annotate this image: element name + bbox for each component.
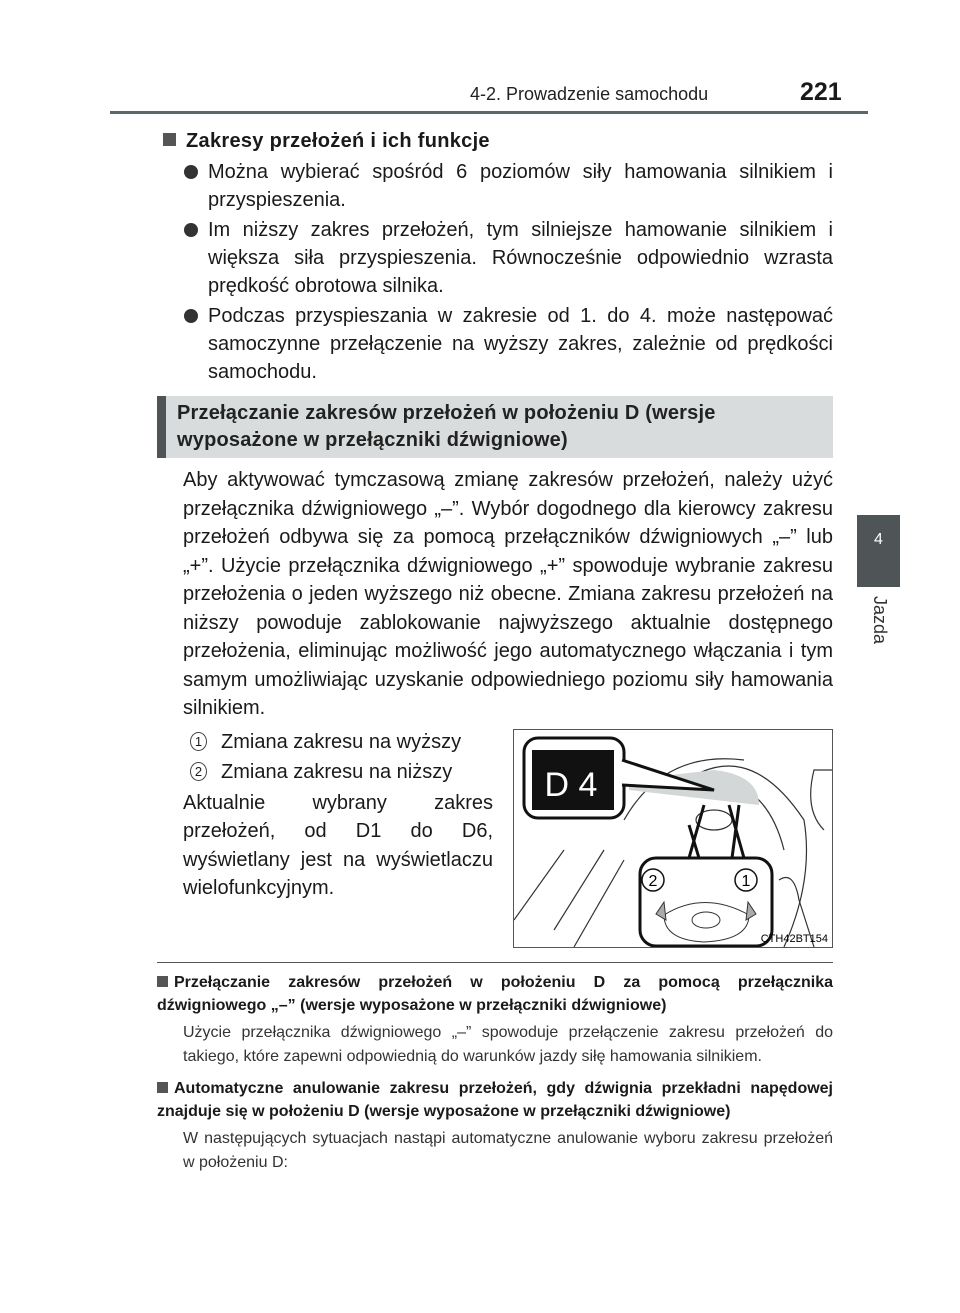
section-title-box [157, 396, 833, 458]
bullet-dot-icon [184, 223, 198, 237]
legend-label: Zmiana zakresu na wyższy [221, 730, 462, 753]
section-divider [157, 962, 833, 963]
callout-number-2: 2 [648, 872, 658, 890]
bullet-text: Można wybierać spośród 6 poziomów siły hamowania silnikiem i przyspieszenia. [208, 161, 833, 211]
bullet-dot-icon [184, 165, 198, 179]
bullet-dot-icon [184, 309, 198, 323]
bullet-text: Im niższy zakres przełożeń, tym silniejsze hamowanie silnikiem i większa siła przyspieszenia. Równocześnie odpowiednio wzrasta prędkość obrotowa silnika. [208, 219, 833, 297]
number-badge: 2 [190, 762, 207, 781]
figure-code: CTH42BT154 [760, 932, 828, 945]
bullet-item [208, 216, 833, 300]
section-title: Przełączanie zakresów przełożeń w położeniu D (wersje wyposażone w przełączniki dźwigniowe) [177, 402, 716, 451]
heading-text: Zakresy przełożeń i ich funkcje [186, 130, 490, 152]
note-text: Użycie przełącznika dźwigniowego „–” spowoduje przełączenie zakresu przełożeń do takiego, które zapewni odpowiednią do warunków jazdy siłę hamowania silnikiem. [183, 1023, 833, 1065]
legend-item [190, 727, 493, 757]
note-text: W następujących sytuacjach nastąpi automatyczne anulowanie wyboru zakresu przełożeń w położeniu D: [183, 1129, 833, 1171]
chapter-tab: 4 [857, 515, 900, 587]
section-heading [163, 128, 833, 154]
gear-display-text: D 4 [544, 765, 598, 804]
legend-item [190, 757, 493, 787]
steering-wheel-illustration [513, 729, 833, 948]
bullet-text: Podczas przyspieszania w zakresie od 1. do 4. może następować samoczynne przełączenie na wyższy zakres, zależnie od prędkości samochodu. [208, 305, 833, 383]
number-badge: 1 [190, 732, 207, 751]
note-heading [157, 971, 833, 1017]
square-bullet-icon [157, 976, 168, 987]
square-bullet-icon [157, 1082, 168, 1093]
body-paragraph: Aby aktywować tymczasową zmianę zakresów przełożeń, należy użyć przełącznika dźwigniowego „–”. Wybór dogodnego dla kierowcy zakresu przełożeń odbywa się za pomocą przełączników dźwigniowych „–” lub „+”. Użycie przełącznika dźwigniowego „+” spowoduje wybranie zakresu przełożenia o jeden wyższego niż obecne. Zmiana zakresu przełożeń na niższy powoduje zablokowanie najwyższego aktualnie dostępnego przełożenia, eliminując możliwość jego automatycznego włączania i tym samym umożliwiając uzyskanie odpowiedniego poziomu siły hamowania silnikiem. [183, 469, 833, 719]
illustration-drawing [514, 730, 832, 947]
bullet-item [208, 158, 833, 214]
header-divider [110, 111, 868, 114]
figure-row [157, 727, 833, 948]
square-bullet-icon [163, 133, 176, 146]
note-heading [157, 1077, 833, 1123]
header-section-title: 4-2. Prowadzenie samochodu [470, 84, 709, 104]
bullet-item [208, 302, 833, 386]
legend-label: Zmiana zakresu na niższy [221, 760, 453, 783]
note-heading-text: Przełączanie zakresów przełożeń w położeniu D za pomocą przełącznika dźwigniowego „–” (wersje wyposażone w przełączniki dźwigniowe) [157, 973, 833, 1014]
note-heading-text: Automatyczne anulowanie zakresu przełożeń, gdy dźwignia przekładni napędowej znajduje się w położeniu D (wersje wyposażone w przełączniki dźwigniowe) [157, 1079, 833, 1120]
title-bar-accent [157, 396, 166, 458]
content-column [157, 128, 833, 1175]
page-number: 221 [800, 78, 842, 106]
figure-legend-column [183, 727, 493, 903]
chapter-label-text: Jazda [870, 596, 890, 645]
callout-number-1: 1 [741, 872, 751, 890]
body-paragraph-2: Aktualnie wybrany zakres przełożeń, od D1 do D6, wyświetlany jest na wyświetlaczu wielofunkcyjnym. [183, 791, 493, 899]
chapter-tab-label [862, 596, 896, 656]
